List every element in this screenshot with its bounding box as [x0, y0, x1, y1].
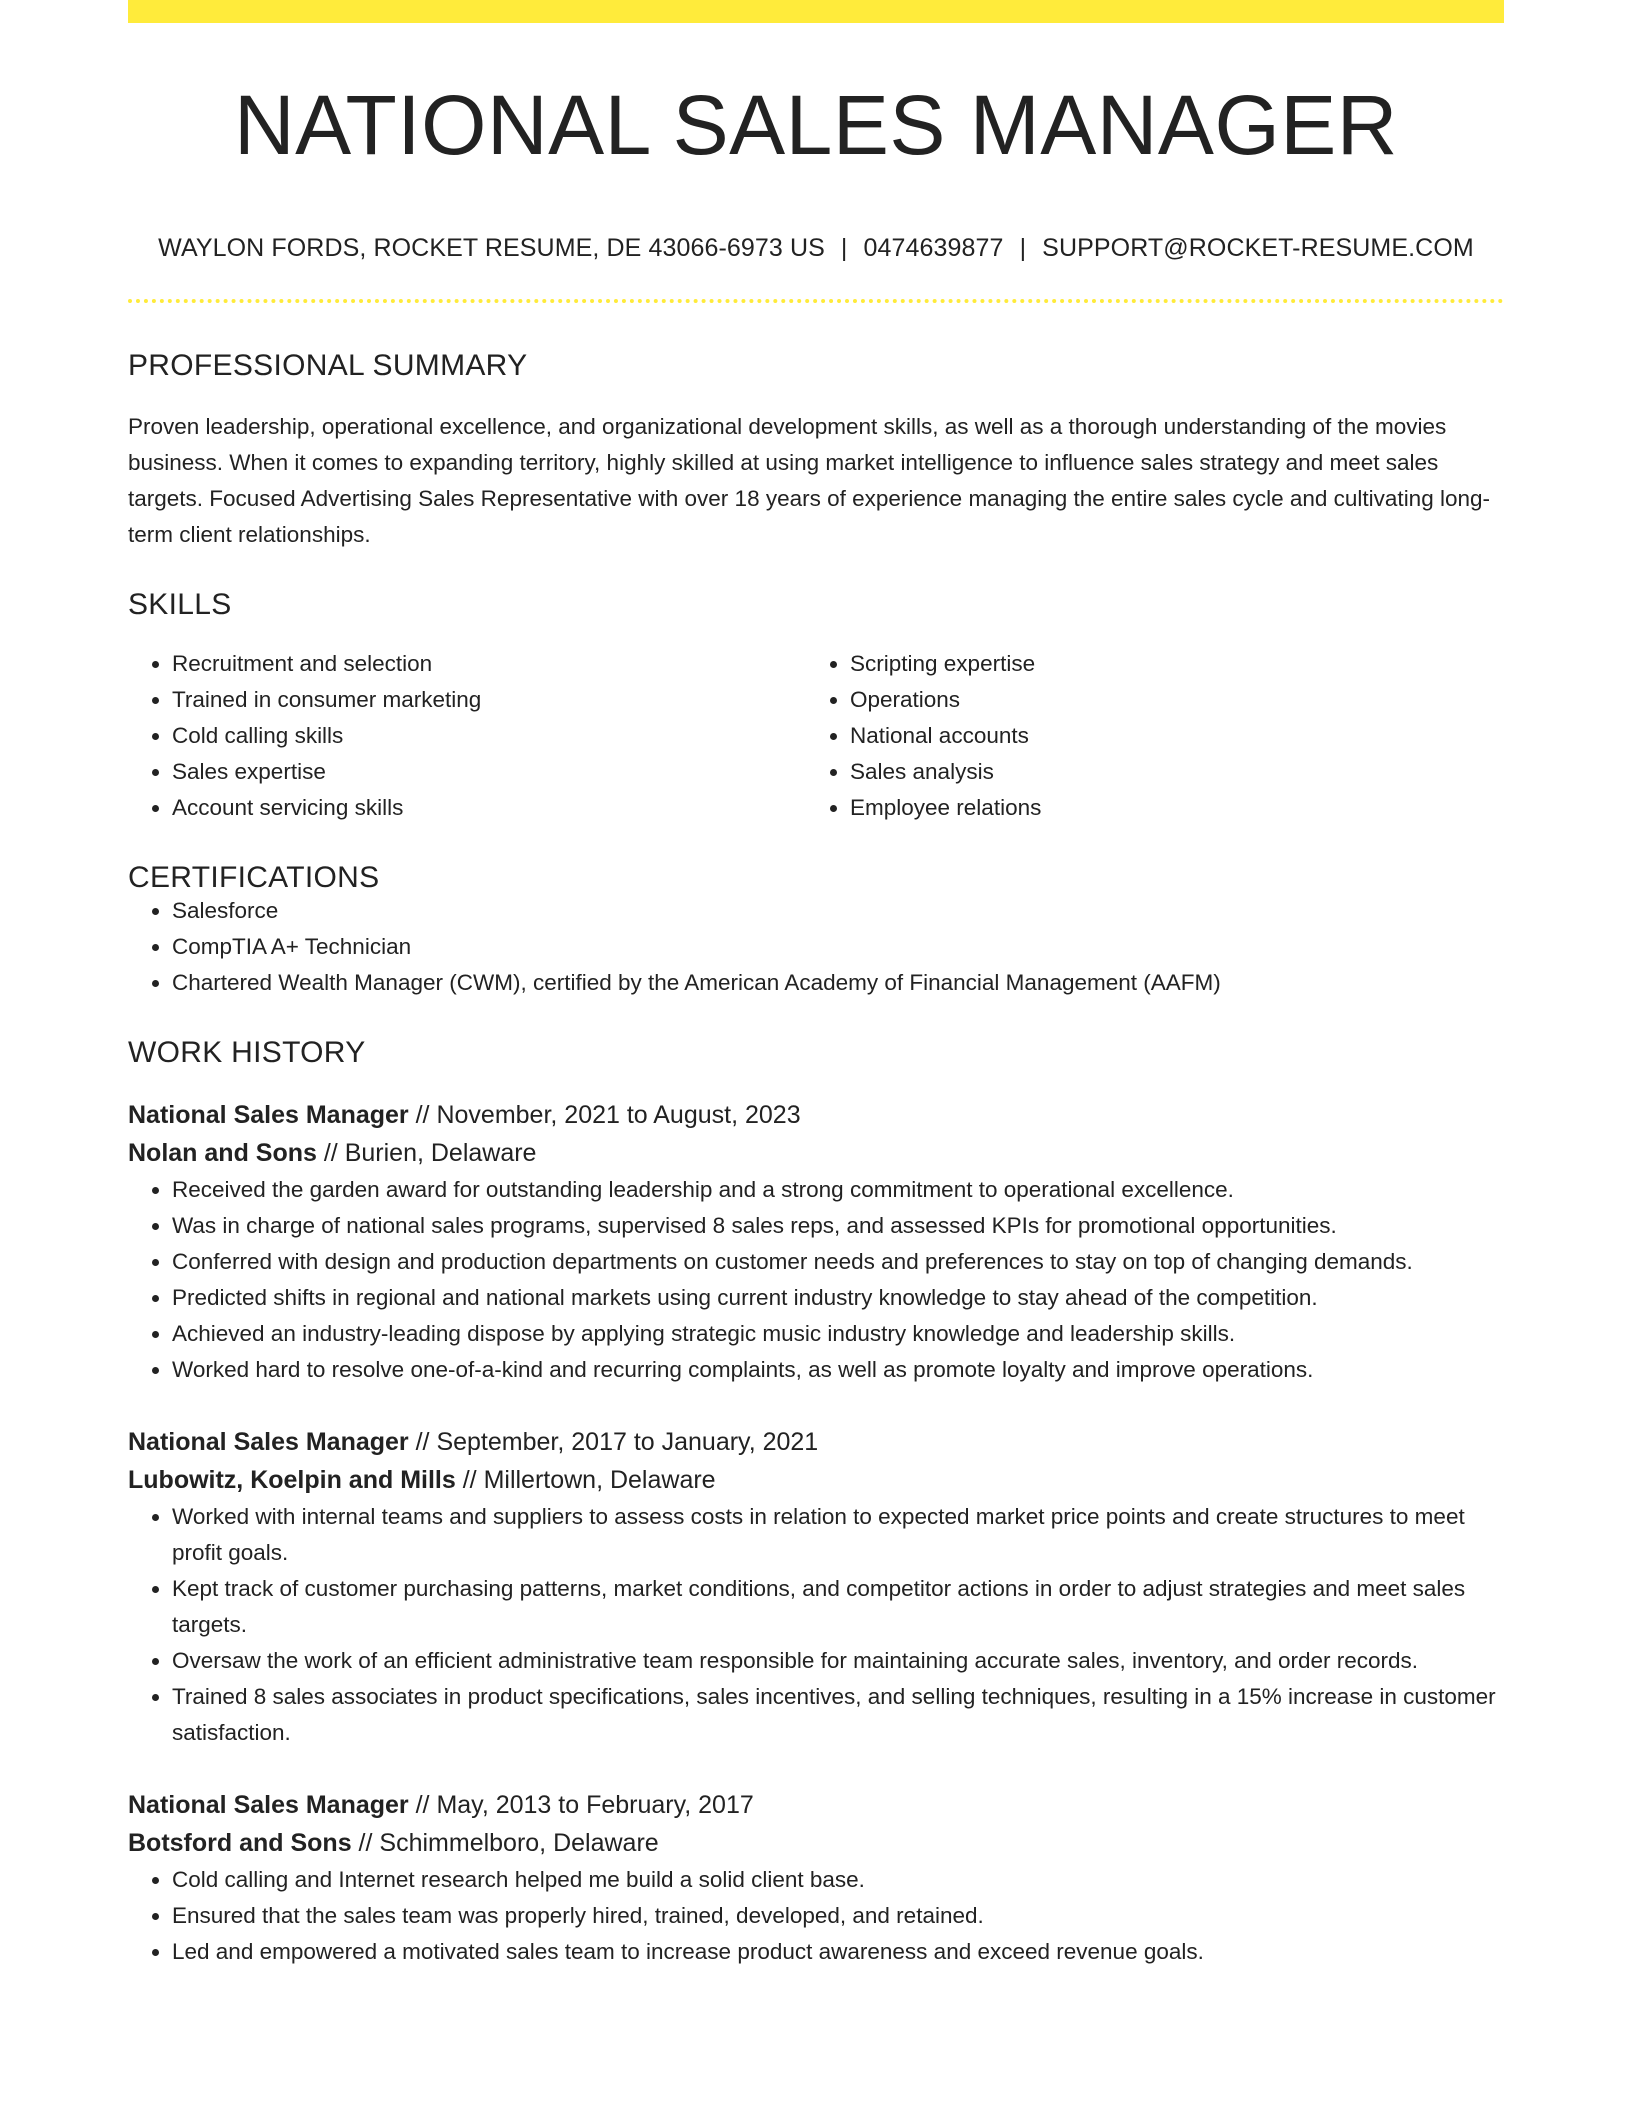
job-dates: September, 2017 to January, 2021 — [436, 1428, 819, 1456]
job-bullet: • Kept track of customer purchasing patterns, market conditions, and competitor actions in order to adjust strategies and meet sales targets. — [172, 1571, 1504, 1643]
skill-item: • Account servicing skills — [172, 790, 806, 826]
job-separator: // — [351, 1829, 380, 1857]
job-bullets — [128, 1862, 1504, 1970]
skills-heading: SKILLS — [128, 588, 232, 621]
skill-item: • Sales analysis — [850, 754, 1484, 790]
job-location: Schimmelboro, Delaware — [379, 1829, 659, 1857]
job-company: Nolan and Sons — [128, 1139, 317, 1167]
job-separator: // — [316, 1139, 345, 1167]
job-entry — [128, 1423, 1504, 1751]
job-location: Millertown, Delaware — [483, 1466, 716, 1494]
skill-item: • Cold calling skills — [172, 718, 806, 754]
skill-item: • Trained in consumer marketing — [172, 682, 806, 718]
job-bullet: • Predicted shifts in regional and national markets using current industry knowledge to stay ahead of the competition. — [172, 1280, 1504, 1316]
job-bullet: • Received the garden award for outstanding leadership and a strong commitment to operational excellence. — [172, 1172, 1504, 1208]
skills-grid — [128, 646, 1504, 826]
job-entry — [128, 1786, 1504, 1970]
work-history-heading: WORK HISTORY — [128, 1036, 366, 1069]
job-title: National Sales Manager — [128, 1428, 409, 1456]
job-title-line — [128, 1786, 1504, 1824]
certifications-list — [128, 893, 1504, 1001]
job-title: National Sales Manager — [128, 1101, 409, 1129]
job-bullet: • Cold calling and Internet research helped me build a solid client base. — [172, 1862, 1504, 1898]
job-bullet: • Achieved an industry-leading dispose by applying strategic music industry knowledge and leadership skills. — [172, 1316, 1504, 1352]
skills-list-right — [806, 646, 1484, 826]
job-title: National Sales Manager — [128, 1791, 409, 1819]
job-company: Lubowitz, Koelpin and Mills — [128, 1466, 456, 1494]
certification-item: • CompTIA A+ Technician — [172, 929, 1504, 965]
job-separator: // — [408, 1428, 437, 1456]
job-location: Burien, Delaware — [344, 1139, 537, 1167]
job-bullet: • Oversaw the work of an efficient administrative team responsible for maintaining accurate sales, inventory, and order records. — [172, 1643, 1504, 1679]
job-title-line — [128, 1423, 1504, 1461]
skills-column-right — [806, 646, 1484, 826]
job-bullets — [128, 1499, 1504, 1751]
job-dates: November, 2021 to August, 2023 — [436, 1101, 801, 1129]
contact-line — [128, 236, 1504, 261]
job-separator: // — [455, 1466, 484, 1494]
header-divider — [128, 299, 1504, 303]
job-company: Botsford and Sons — [128, 1829, 352, 1857]
summary-heading: PROFESSIONAL SUMMARY — [128, 349, 528, 382]
job-bullet: • Led and empowered a motivated sales team to increase product awareness and exceed revenue goals. — [172, 1934, 1504, 1970]
job-bullet: • Was in charge of national sales programs, supervised 8 sales reps, and assessed KPIs for promotional opportunities. — [172, 1208, 1504, 1244]
certifications-heading: CERTIFICATIONS — [128, 861, 380, 894]
contact-address: WAYLON FORDS, ROCKET RESUME, DE 43066-6973 US — [158, 234, 825, 262]
job-company-line — [128, 1824, 1504, 1862]
skills-column-left — [128, 646, 806, 826]
certification-item: • Chartered Wealth Manager (CWM), certified by the American Academy of Financial Management (AAFM) — [172, 965, 1504, 1001]
job-separator: // — [408, 1791, 437, 1819]
skill-item: • Employee relations — [850, 790, 1484, 826]
job-separator: // — [408, 1101, 437, 1129]
job-company-line — [128, 1461, 1504, 1499]
certification-item: • Salesforce — [172, 893, 1504, 929]
job-bullet: • Ensured that the sales team was properly hired, trained, developed, and retained. — [172, 1898, 1504, 1934]
contact-separator: | — [1019, 234, 1027, 262]
skills-list-left — [128, 646, 806, 826]
skill-item: • National accounts — [850, 718, 1484, 754]
job-entry — [128, 1096, 1504, 1388]
job-dates: May, 2013 to February, 2017 — [436, 1791, 754, 1819]
resume-page — [128, 0, 1504, 1970]
skill-item: • Scripting expertise — [850, 646, 1484, 682]
contact-phone: 0474639877 — [863, 234, 1004, 262]
job-title-line — [128, 1096, 1504, 1134]
job-bullet: • Conferred with design and production departments on customer needs and preferences to stay on top of changing demands. — [172, 1244, 1504, 1280]
job-bullets — [128, 1172, 1504, 1388]
contact-email: SUPPORT@ROCKET-RESUME.COM — [1042, 234, 1474, 262]
contact-separator: | — [840, 234, 848, 262]
job-company-line — [128, 1134, 1504, 1172]
top-accent-bar — [128, 0, 1504, 23]
job-bullet: • Worked with internal teams and suppliers to assess costs in relation to expected market price points and create structures to meet profit goals. — [172, 1499, 1504, 1571]
skill-item: • Sales expertise — [172, 754, 806, 790]
skill-item: • Recruitment and selection — [172, 646, 806, 682]
resume-title: NATIONAL SALES MANAGER — [234, 78, 1398, 172]
job-bullet: • Worked hard to resolve one-of-a-kind and recurring complaints, as well as promote loyalty and improve operations. — [172, 1352, 1504, 1388]
job-bullet: • Trained 8 sales associates in product specifications, sales incentives, and selling techniques, resulting in a 15% increase in customer satisfaction. — [172, 1679, 1504, 1751]
summary-text: Proven leadership, operational excellence, and organizational development skills, as well as a thorough understanding of the movies business. When it comes to expanding territory, highly skilled at using market intelligence to influence sales strategy and meet sales targets. Focused Advertising Sales Representative with over 18 years of experience managing the entire sales cycle and cultivating long-term client relationships. — [128, 414, 1490, 547]
skill-item: • Operations — [850, 682, 1484, 718]
